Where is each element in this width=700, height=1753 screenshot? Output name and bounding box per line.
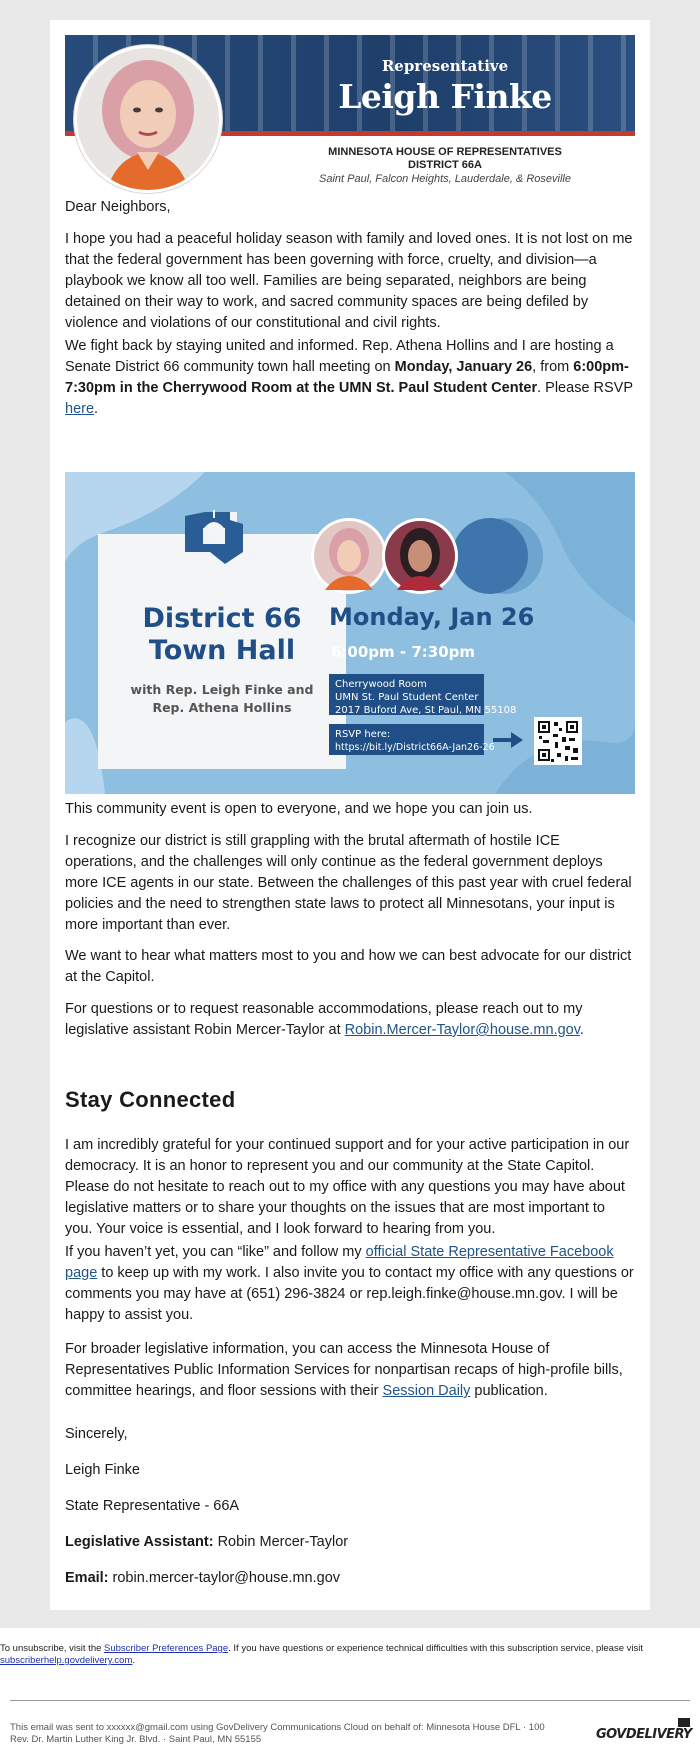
session-daily-link[interactable]: Session Daily — [382, 1383, 471, 1399]
facebook-page-link[interactable]: official State Representative Facebook page — [65, 1244, 614, 1281]
header-name: Leigh Finke — [338, 77, 552, 116]
flyer-title-line2: Town Hall — [148, 635, 296, 666]
paragraph-ice: I recognize our district is still grappling with the brutal aftermath of hostile ICE operations, and the challenges will only continue as the federal government deploys more ICE agents in our state. Between the challenges of this past year with cruel federal policies and the need to strengthen state laws to protect all Minnesotans, your input is more important than ever. — [65, 833, 632, 933]
flyer-with-line1: with Rep. Leigh Finke and — [130, 682, 314, 697]
signature-title: State Representative - 66A — [65, 1498, 240, 1514]
flyer-rsvp-line1: RSVP here: — [335, 729, 391, 740]
assistant-email-link[interactable]: Robin.Mercer-Taylor@house.mn.gov — [344, 1022, 580, 1038]
paragraph-accommodations: For questions or to request reasonable accommodations, please reach out to my legislative assistant Robin Mercer-Taylor at Robin.Mercer-Taylor@house.mn.gov. — [65, 1001, 584, 1038]
section-title: Stay Connected — [65, 1087, 236, 1112]
flyer-venue-line1: Cherrywood Room — [335, 679, 427, 690]
flyer-rsvp-line2: https://bit.ly/District66A-Jan26-26 — [335, 742, 495, 753]
footer-divider — [10, 1700, 690, 1701]
portrait-image — [77, 48, 219, 190]
rsvp-link[interactable]: here — [65, 401, 95, 417]
paragraph-intro: I hope you had a peaceful holiday season with family and loved ones. It is not lost on me that the federal government has been governing with force, cruelty, and division—a playbook we know all too well. Families are being separated, neighbors are being detained on their way to work, and sacred community spaces are being defiled by violence and violations of our constitutional and civil rights. — [65, 231, 633, 331]
event-date: Monday, January 26 — [394, 359, 533, 375]
paragraph-town-hall: We fight back by staying united and informed. Rep. Athena Hollins and I are hosting a Senate District 66 community town hall meeting on Monday, January 26, from 6:00pm-7:30pm in the Cherrywood Room at the UMN St. Paul Student Center. Please RSVP here. — [65, 338, 633, 417]
flyer-venue-line3: 2017 Buford Ave, St Paul, MN 55108 — [335, 705, 517, 716]
paragraph-hear: We want to hear what matters most to you and how we can best advocate for our district at the Capitol. — [65, 948, 632, 985]
paragraph-facebook: If you haven’t yet, you can “like” and follow my official State Representative Facebook page to keep up with my work. I also invite you to contact my office with any questions or comments you may have at (651) 296-3824 or rep.leigh.finke@house.mn.gov. I will be happy to assist you. — [65, 1244, 634, 1323]
assistant-line: Legislative Assistant: Robin Mercer-Taylor — [65, 1534, 349, 1550]
paragraph-open-event: This community event is open to everyone, and we hope you can join us. — [65, 801, 533, 817]
subscriber-help-link[interactable]: subscriberhelp.govdelivery.com — [0, 1655, 133, 1666]
qr-code-icon — [534, 717, 582, 765]
header-cities: Saint Paul, Falcon Heights, Lauderdale, & Roseville — [319, 173, 571, 185]
flyer-venue-line2: UMN St. Paul Student Center — [335, 692, 479, 703]
email-line: Email: robin.mercer-taylor@house.mn.gov — [65, 1570, 341, 1586]
flyer-title-line1: District 66 — [142, 603, 302, 634]
town-hall-flyer[interactable] — [65, 472, 635, 794]
event-time-place: 6:00pm-7:30pm in the Cherrywood Room at the UMN St. Paul Student Center — [65, 359, 629, 396]
email-content — [65, 35, 635, 1586]
avatar — [74, 45, 222, 193]
closing: Sincerely, — [65, 1426, 128, 1442]
header-chamber — [295, 146, 595, 172]
signature-name: Leigh Finke — [65, 1462, 140, 1478]
district-label: DISTRICT 66A — [408, 159, 482, 171]
flyer-time: 6:00pm - 7:30pm — [331, 643, 476, 661]
sent-notice: This email was sent to xxxxxx@gmail.com using GovDelivery Communications Cloud on behalf of: Minnesota House DFL · 100 Rev. Dr. Martin Luther King Jr. Blvd. · Saint Paul, MN 55155 — [10, 1722, 545, 1745]
unsubscribe-notice: To unsubscribe, visit the Subscriber Preferences Page. If you have questions or experience technical difficulties with this subscription service, please visit subscriberhelp.govdelivery.com. — [0, 1643, 643, 1666]
chamber-label: MINNESOTA HOUSE OF REPRESENTATIVES — [328, 146, 562, 158]
flyer-with-line2: Rep. Athena Hollins — [152, 700, 292, 715]
paragraph-session-daily: For broader legislative information, you can access the Minnesota House of Representatives Public Information Services for nonpartisan recaps of high-profile bills, committee hearings, and floor sessions with their Session Daily publication. — [65, 1341, 623, 1399]
header-eyebrow: Representative — [381, 57, 509, 75]
paragraph-gratitude: I am incredibly grateful for your continued support and for your active participation in our democracy. It is an honor to represent you and our community at the State Capitol. Please do not hesitate to reach out to my office with any questions you may have about legislative matters or to share your thoughts on the issues that are most important to you. Your voice is essential, and I look forward to hearing from you. — [65, 1137, 630, 1237]
envelope-icon — [678, 1718, 690, 1727]
subscriber-preferences-link[interactable]: Subscriber Preferences Page — [104, 1643, 229, 1654]
header-banner — [65, 35, 635, 187]
govdelivery-logo: GOVDELIVERY — [596, 1727, 692, 1742]
greeting: Dear Neighbors, — [65, 199, 171, 215]
email-card — [50, 20, 650, 1610]
flyer-date: Monday, Jan 26 — [329, 603, 535, 631]
